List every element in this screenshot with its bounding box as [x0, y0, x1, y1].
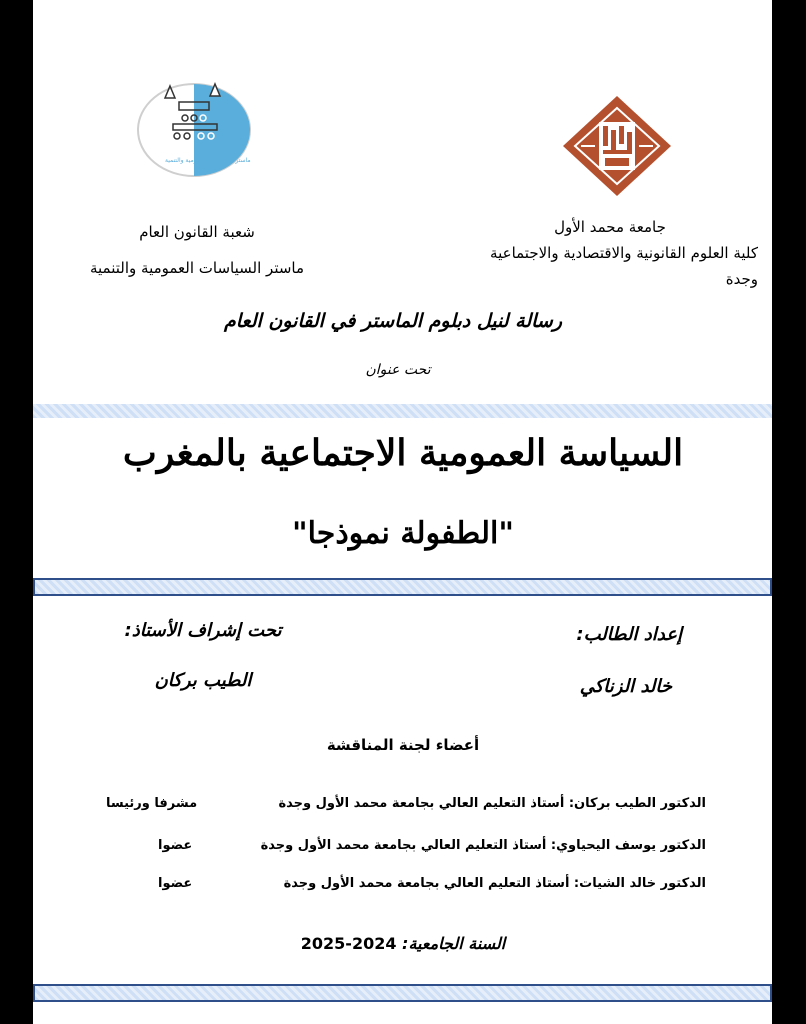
committee-heading: أعضاء لجنة المناقشة — [326, 736, 480, 754]
faculty-name: كلية العلوم القانونية والاقتصادية والاجتماعية — [490, 244, 758, 262]
student-name: خالد الزناكي — [579, 676, 672, 697]
supervisor-name: الطيب بركان — [154, 670, 252, 691]
committee-member — [106, 796, 706, 838]
member-role: عضوا — [158, 838, 193, 853]
member-name: الدكتور يوسف اليحياوي: أستاذ التعليم العالي بجامعة محمد الأول وجدة — [260, 838, 706, 853]
thesis-subtitle: "الطفولة نموذجا" — [292, 516, 514, 551]
document-page — [33, 0, 772, 1024]
thesis-purpose: رسالة لنيل دبلوم الماستر في القانون العام — [223, 310, 563, 332]
committee-member — [106, 838, 706, 876]
decorative-band-top — [33, 404, 772, 418]
logo-caption: ماستر السياسات العمومية والتنمية — [165, 157, 251, 164]
city-name: وجدة — [725, 270, 758, 288]
university-emblem — [561, 94, 673, 198]
decorative-band-bottom — [33, 984, 772, 1002]
division-name: شعبة القانون العام — [139, 223, 255, 241]
committee-member — [106, 876, 706, 914]
master-program-logo — [135, 78, 253, 178]
member-name: الدكتور خالد الشيات: أستاذ التعليم العالي بجامعة محمد الأول وجدة — [283, 876, 706, 891]
master-name: ماستر السياسات العمومية والتنمية — [89, 259, 305, 277]
academic-year — [293, 934, 513, 953]
department-header — [77, 214, 317, 286]
academic-year-label: السنة الجامعية: — [402, 934, 506, 953]
academic-year-value: 2025-2024 — [300, 934, 397, 953]
decorative-band-middle — [33, 578, 772, 596]
member-role: عضوا — [158, 876, 193, 891]
university-header — [438, 214, 758, 292]
university-name: جامعة محمد الأول — [554, 218, 666, 236]
member-role: مشرفا ورئيسا — [106, 796, 198, 811]
prepared-by-label: إعداد الطالب: — [576, 624, 682, 645]
member-name: الدكتور الطيب بركان: أستاذ التعليم العالي بجامعة محمد الأول وجدة — [278, 796, 706, 811]
thesis-title: السياسة العمومية الاجتماعية بالمغرب — [122, 432, 684, 474]
supervision-label: تحت إشراف الأستاذ: — [124, 620, 282, 641]
under-title-label: تحت عنوان — [365, 362, 431, 378]
committee-list — [106, 796, 706, 914]
